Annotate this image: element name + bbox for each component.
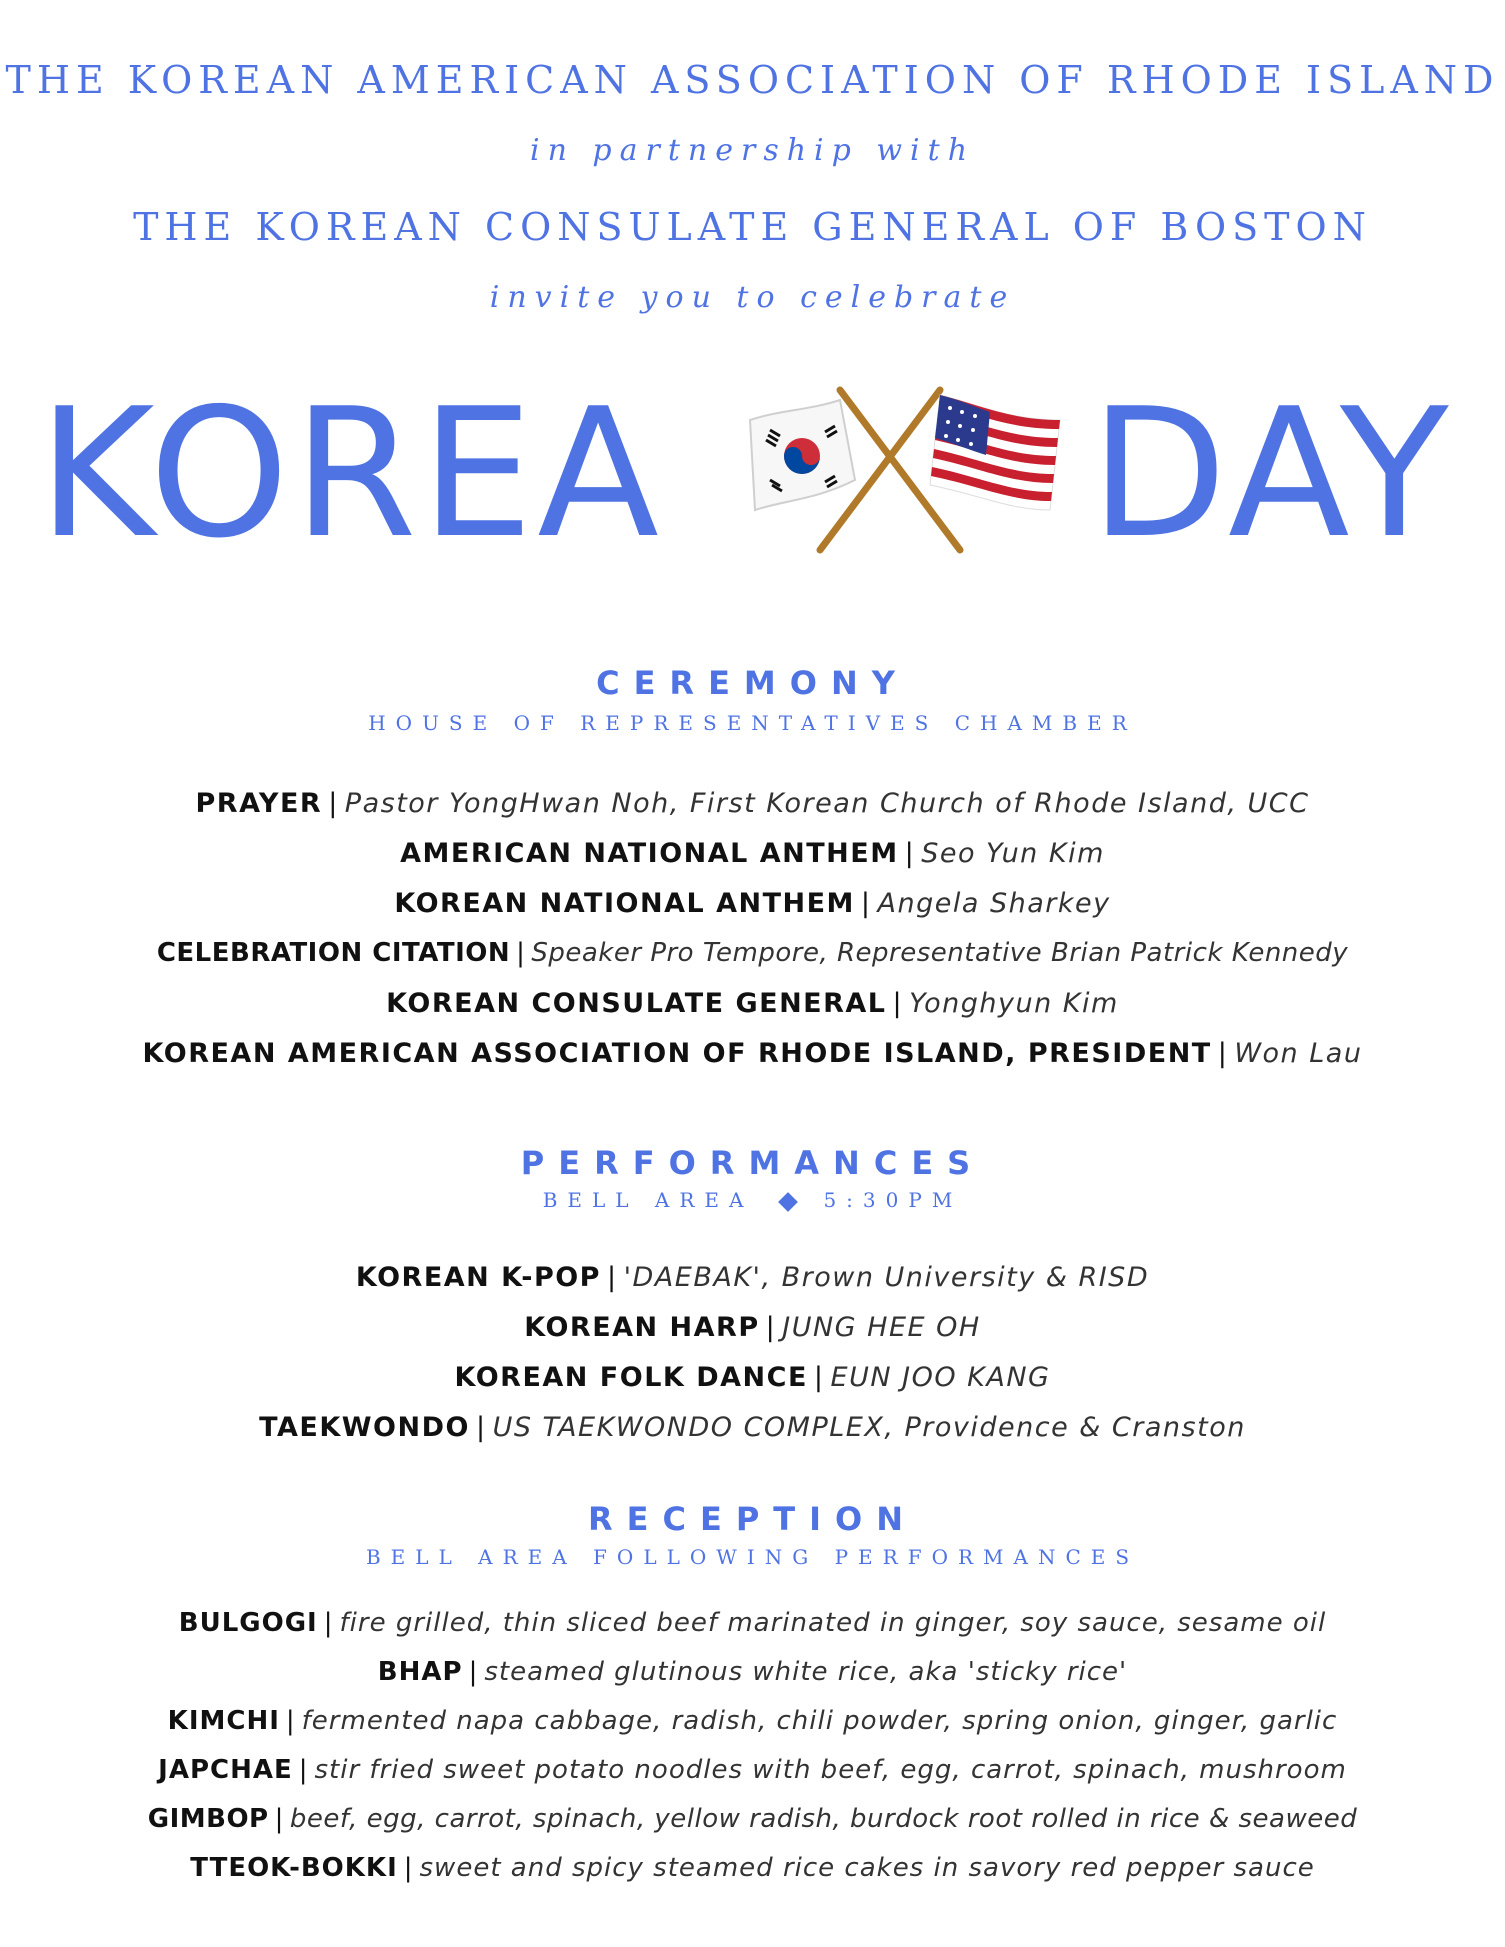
item-value: Won Lau — [1234, 1038, 1363, 1069]
reception-item — [0, 1804, 1505, 1834]
separator: | — [323, 1608, 334, 1638]
separator: | — [904, 838, 916, 869]
performances-location: BELL AREA — [542, 1188, 754, 1212]
performances-subtitle — [0, 1188, 1505, 1212]
diamond-icon — [779, 1192, 799, 1212]
ceremony-item — [0, 1038, 1505, 1069]
item-label: AMERICAN NATIONAL ANTHEM — [400, 838, 899, 869]
korean-flag-icon — [750, 400, 855, 510]
separator: | — [274, 1804, 284, 1834]
reception-item — [0, 1755, 1505, 1785]
item-label: GIMBOP — [147, 1804, 269, 1834]
item-value: Angela Sharkey — [877, 888, 1111, 919]
title-korea: KOREA — [38, 370, 664, 577]
reception-item — [0, 1853, 1505, 1883]
separator: | — [328, 788, 339, 819]
item-value: Pastor YongHwan Noh, First Korean Church of Rhode Island, UCC — [344, 788, 1310, 819]
item-label: KOREAN K-POP — [355, 1262, 601, 1293]
item-value: beef, egg, carrot, spinach, yellow radish, burdock root rolled in rice & seaweed — [289, 1804, 1358, 1834]
separator: | — [765, 1312, 777, 1343]
ceremony-title: CEREMONY — [596, 664, 909, 702]
performances-title: PERFORMANCES — [520, 1144, 985, 1182]
reception-item — [0, 1657, 1505, 1687]
item-label: KIMCHI — [167, 1706, 280, 1736]
item-label: KOREAN AMERICAN ASSOCIATION OF RHODE ISLAND, PRESIDENT — [142, 1038, 1212, 1069]
separator: | — [892, 988, 904, 1019]
reception-subtitle: BELL AREA FOLLOWING PERFORMANCES — [365, 1545, 1140, 1569]
separator: | — [1217, 1038, 1229, 1069]
host-organization: THE KOREAN AMERICAN ASSOCIATION OF RHODE ISLAND — [5, 58, 1500, 102]
separator: | — [860, 888, 872, 919]
item-label: TAEKWONDO — [259, 1412, 470, 1443]
item-label: PRAYER — [195, 788, 323, 819]
item-label: BHAP — [377, 1657, 463, 1687]
ceremony-item — [0, 788, 1505, 819]
item-value: JUNG HEE OH — [782, 1312, 981, 1343]
item-label: JAPCHAE — [158, 1755, 293, 1785]
separator: | — [298, 1755, 309, 1785]
item-label: KOREAN HARP — [524, 1312, 760, 1343]
performance-item — [0, 1362, 1505, 1393]
separator: | — [285, 1706, 296, 1736]
item-value: Speaker Pro Tempore, Representative Brian Patrick Kennedy — [531, 938, 1349, 968]
item-label: BULGOGI — [178, 1608, 318, 1638]
reception-item — [0, 1706, 1505, 1736]
item-value: EUN JOO KANG — [830, 1362, 1051, 1393]
ceremony-item — [0, 838, 1505, 869]
separator: | — [813, 1362, 825, 1393]
item-value: fermented napa cabbage, radish, chili powder, spring onion, ginger, garlic — [301, 1706, 1338, 1736]
separator: | — [468, 1657, 479, 1687]
separator: | — [475, 1412, 487, 1443]
invite-text: invite you to celebrate — [489, 280, 1016, 315]
american-flag-icon — [930, 395, 1060, 510]
performance-item — [0, 1262, 1505, 1293]
item-value: fire grilled, thin sliced beef marinated in ginger, soy sauce, sesame oil — [339, 1608, 1327, 1638]
item-value: stir fried sweet potato noodles with beef, egg, carrot, spinach, mushroom — [314, 1755, 1347, 1785]
crossed-flags-icon — [690, 370, 1090, 570]
item-value: sweet and spicy steamed rice cakes in savory red pepper sauce — [419, 1853, 1315, 1883]
item-label: KOREAN CONSULATE GENERAL — [386, 988, 887, 1019]
item-value: US TAEKWONDO COMPLEX, Providence & Cranston — [492, 1412, 1246, 1443]
separator: | — [403, 1853, 414, 1883]
item-value: 'DAEBAK', Brown University & RISD — [623, 1262, 1150, 1293]
item-value: steamed glutinous white rice, aka 'sticky rice' — [484, 1657, 1128, 1687]
reception-item — [0, 1608, 1505, 1638]
item-label: CELEBRATION CITATION — [156, 938, 511, 968]
ceremony-item — [0, 888, 1505, 919]
item-label: TTEOK-BOKKI — [190, 1853, 398, 1883]
performance-item — [0, 1412, 1505, 1443]
item-label: KOREAN NATIONAL ANTHEM — [394, 888, 855, 919]
item-label: KOREAN FOLK DANCE — [454, 1362, 808, 1393]
separator: | — [606, 1262, 618, 1293]
reception-title: RECEPTION — [587, 1500, 917, 1538]
separator: | — [516, 938, 526, 968]
ceremony-item — [0, 988, 1505, 1019]
ceremony-item — [0, 938, 1505, 968]
performances-time: 5:30PM — [823, 1188, 963, 1212]
title-day: DAY — [1090, 370, 1453, 577]
partnership-text: in partnership with — [529, 133, 976, 168]
item-value: Yonghyun Kim — [909, 988, 1119, 1019]
partner-organization: THE KOREAN CONSULATE GENERAL OF BOSTON — [133, 205, 1372, 249]
ceremony-subtitle: HOUSE OF REPRESENTATIVES CHAMBER — [368, 711, 1137, 735]
item-value: Seo Yun Kim — [921, 838, 1105, 869]
performance-item — [0, 1312, 1505, 1343]
